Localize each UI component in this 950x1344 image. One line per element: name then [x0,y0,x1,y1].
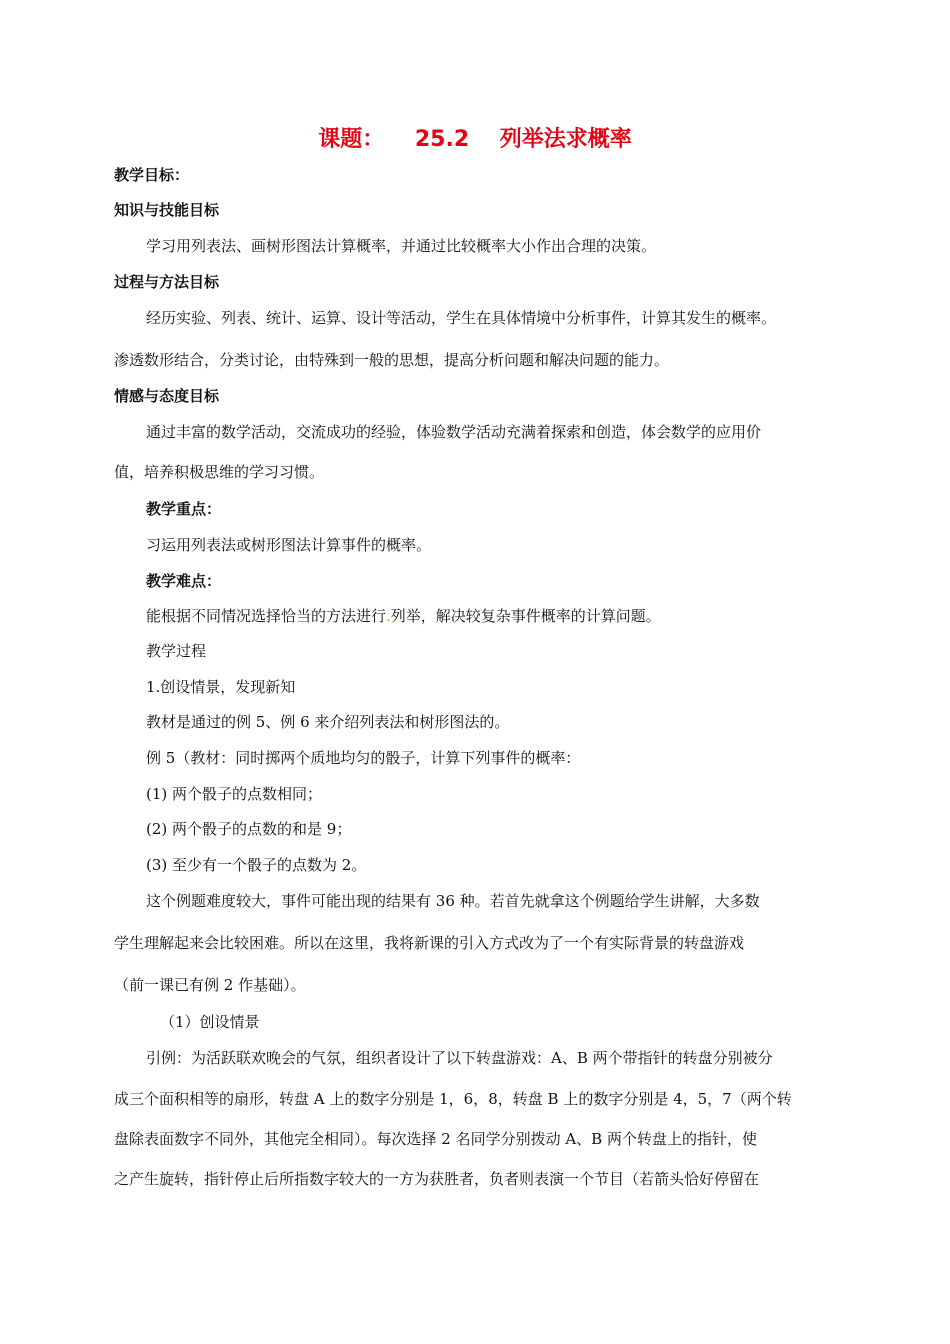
page-title: 课题： 25.2 列举法求概率 [318,127,632,152]
stray-mark: . [386,607,391,625]
paragraph-line: 例 5（教材：同时掷两个质地均匀的骰子，计算下列事件的概率： [146,749,581,767]
question-item: (1) 两个骰子的点数相同； [146,785,323,803]
paragraph-line: 通过丰富的数学活动，交流成功的经验，体验数学活动充满着探索和创造，体会数学的应用价 [146,423,762,441]
process-title: 教学过程 [146,642,207,660]
paragraph-line [146,606,876,626]
paragraph-line: 之产生旋转，指针停止后所指数字较大的一方为获胜者，负者则表演一个节目（若箭头恰好停留在 [114,1170,760,1188]
sub-heading: （1）创设情景 [160,1013,260,1031]
step-heading: 1.创设情景，发现新知 [146,678,296,696]
paragraph-line: 成三个面积相等的扇形，转盘 A 上的数字分别是 1，6，8，转盘 B 上的数字分别是 4，5，7（两个转 [114,1090,792,1108]
paragraph-line: 引例：为活跃联欢晚会的气氛，组织者设计了以下转盘游戏：A、B 两个带指针的转盘分别被分 [146,1049,773,1067]
paragraph-line: （前一课已有例 2 作基础）。 [114,976,306,994]
difficulty-text-a: 能根据不同情况选择恰当的方法进行 [146,607,387,625]
paragraph-line: 学习用列表法、画树形图法计算概率，并通过比较概率大小作出合理的决策。 [146,237,657,255]
paragraph-line: 盘除表面数字不同外，其他完全相同）。每次选择 2 名同学分别拨动 A、B 两个转盘上的指针，使 [114,1130,757,1148]
heading-objectives: 教学目标： [114,166,190,184]
difficulty-text-b: 列举，解决较复杂事件概率的计算问题。 [390,607,661,625]
paragraph-line: 值，培养积极思维的学习习惯。 [114,463,325,481]
paragraph-line: 教材是通过的例 5、例 6 来介绍列表法和树形图法的。 [146,713,510,731]
question-item: (2) 两个骰子的点数的和是 9； [146,820,352,838]
paragraph-line: 渗透数形结合，分类讨论，由特殊到一般的思想，提高分析问题和解决问题的能力。 [114,351,670,369]
heading-emotion: 情感与态度目标 [114,387,220,405]
paragraph-line: 习运用列表法或树形图法计算事件的概率。 [146,536,432,554]
paragraph-line: 学生理解起来会比较困难。所以在这里，我将新课的引入方式改为了一个有实际背景的转盘游戏 [114,934,745,952]
question-item: (3) 至少有一个骰子的点数为 2。 [146,856,367,874]
heading-key-point: 教学重点： [146,500,222,518]
heading-knowledge: 知识与技能目标 [114,201,220,219]
heading-difficulty: 教学难点： [146,572,222,590]
paragraph-line: 经历实验、列表、统计、运算、设计等活动，学生在具体情境中分析事件，计算其发生的概率。 [146,309,777,327]
heading-process: 过程与方法目标 [114,273,220,291]
paragraph-line: 这个例题难度较大，事件可能出现的结果有 36 种。若首先就拿这个例题给学生讲解，大多数 [146,892,760,910]
